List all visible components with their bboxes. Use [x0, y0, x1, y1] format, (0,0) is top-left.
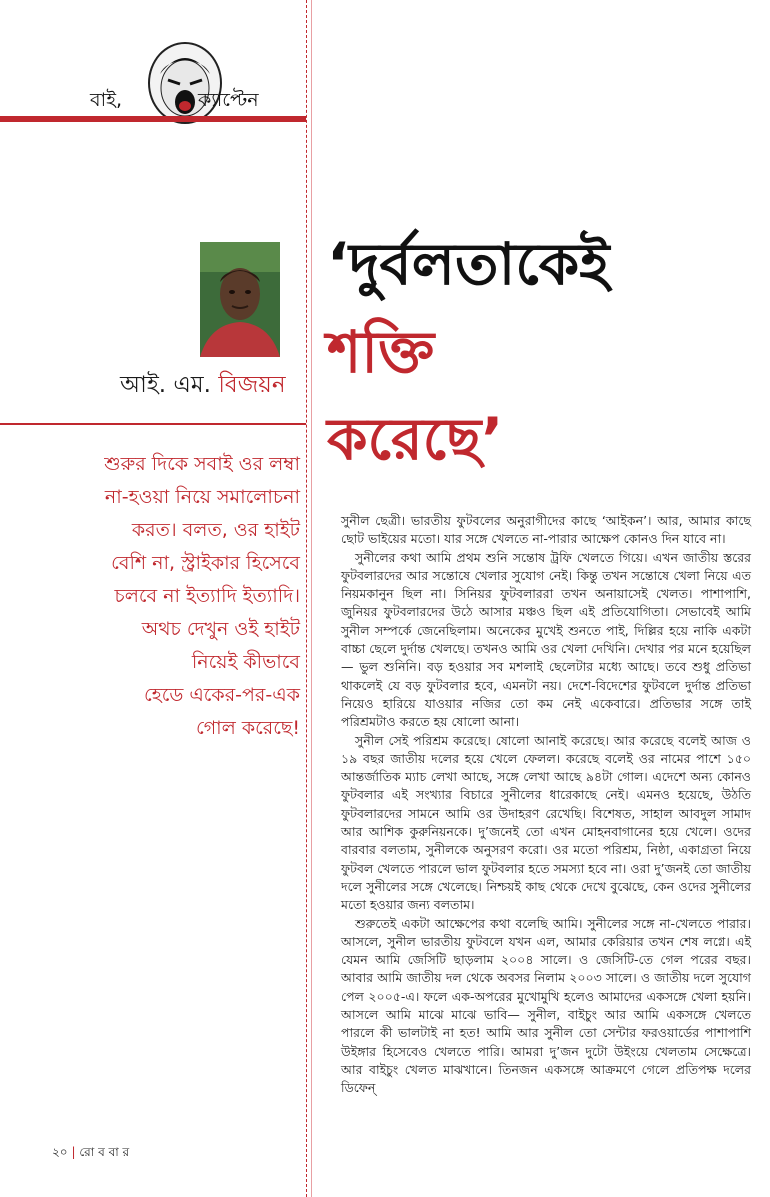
author-rule [0, 423, 306, 425]
headline-line-3: করেছে’ [327, 405, 504, 473]
author-last-name: বিজয়ন [218, 372, 286, 398]
page-number: ২০ [52, 1145, 68, 1159]
pull-quote-line: না-হওয়া নিয়ে সমালোচনা [104, 486, 300, 508]
pull-quote [0, 448, 300, 745]
page-folio [52, 1144, 129, 1164]
pull-quote-line: করত। বলত, ওর হাইট [131, 519, 300, 541]
section-name: রো ব বা র [79, 1145, 130, 1159]
paragraph: শুরুতেই একটা আক্ষেপের কথা বলেছি আমি। সুনীলের সঙ্গে না-খেলতে পারার। আসলে, সুনীল ভারতীয় ফুটবলে যখন এল, আমার কেরিয়ার তখন শেষ লগ্নে। এই যেমন আমি জেসিটি ছাড়লাম ২০০৪ সালে। ও জেসিটি-তে গেল পরের বছর। আবার আমি জাতীয় দল থেকে অবসর নিলাম ২০০৩ সালে। ও জাতীয় দলে সুযোগ পেল ২০০৫-এ। ফলে এক-অপরের মুখোমুখি হলেও আমাদের একসঙ্গে খেলা হয়নি। আসলে আমি মাঝে মাঝে ভাবি— সুনীল, বাইচুং আর আমি একসঙ্গে খেলতে পারলে কী ভালটাই না হত! আমি আর সুনীল তো সেন্টার ফরওয়ার্ডের পাশাপাশি উইঙ্গার হিসেবেও খেলতে পারি। আমরা দু’জন দুটো উইংয়ে খেলতাম সেক্ষেত্রে। আর বাইচুং খেলত মাঝখানে। তিনজন একসঙ্গে আক্রমণে গেলে প্রতিপক্ষ দলের ডিফেন্ [341, 915, 751, 1096]
header-label-left: বাই, [90, 89, 123, 111]
paragraph: সুনীলের কথা আমি প্রথম শুনি সন্তোষ ট্রফি খেলতে গিয়ে। এখন জাতীয় স্তরের ফুটবলারদের আর সন্তোষে খেলার সুযোগ নেই। কিন্তু তখন সন্তোষে খেলা নিয়ে এত নিয়মকানুন ছিল না। সিনিয়র ফুটবলাররা তখন অনায়াসেই খেলত। পাশাপাশি, জুনিয়র ফুটবলারদের উঠে আসার মঞ্চও ছিল এই প্রতিযোগিতা। সেভাবেই আমি সুনীল সম্পর্কে জেনেছিলাম। অনেকের মুখেই শুনতে পাই, দিল্লির হয়ে নাকি একটা বাচ্চা ছেলে দুর্দান্ত খেলছে। তখনও আমি ওর খেলা দেখিনি। দেখার পর মনে হয়েছিল— ভুল শুনিনি। বড় হওয়ার সব মশলাই ছেলেটার মধ্যে আছে। তবে শুধু প্রতিভা থাকলেই যে বড় ফুটবলার হবে, এমনটা নয়। দেশে-বিদেশের ফুটবলে দুর্দান্ত প্রতিভা নিয়েও হারিয়ে যাওয়ার নজির তো কম নেই একেবারে। প্রতিভার সঙ্গে তাই পরিশ্রমটাও করতে হয় ষোলো আনা। [341, 549, 751, 730]
column-divider-secondary [311, 0, 313, 1197]
paragraph: সুনীল সেই পরিশ্রম করেছে। ষোলো আনাই করেছে। আর করেছে বলেই আজ ও ১৯ বছর জাতীয় দলের হয়ে খেলে ফেলল। করেছে বলেই ওর নামের পাশে ১৫০ আন্তর্জাতিক ম্যাচ লেখা আছে, সঙ্গে লেখা আছে ৯৪টা গোল। এদেশে অন্য কোনও ফুটবলার এই সংখ্যার বিচারে সুনীলের ধারেকাছে নেই। এমনও হয়েছে, উঠতি ফুটবলারদের সামনে আমি ওর উদাহরণ রেখেছি। বিশেষত, সাহাল আবদুল সামাদ আর আশিক কুরুনিয়নকে। দু’জনেই তো এখন মোহনবাগানের হয়ে খেলে। ওদের বারবার বলতাম, সুনীলকে অনুসরণ করো। ওর মতো পরিশ্রম, নিষ্ঠা, একাগ্রতা নিয়ে ফুটবল খেলতে পারলে ভাল ফুটবলার হতে সমস্যা হবে না। ওরা দু’জনই তো জাতীয় দলে সুনীলের সঙ্গে খেলেছে। নিশ্চয়ই কাছ থেকে দেখে বুঝেছে, কেন ওদের সুনীলের মতো হওয়ার জন্য বলতাম। [341, 732, 751, 913]
header-rule [0, 116, 306, 122]
article-body [341, 512, 751, 1098]
header-label-right: ক্যাপ্টেন [198, 89, 259, 111]
headline-line-1: ‘দুর্বলতাকেই [327, 230, 610, 298]
pull-quote-line: শুরুর দিকে সবাই ওর লম্বা [104, 453, 300, 475]
folio-separator: | [71, 1145, 76, 1159]
author-first-name: আই. এম. [120, 372, 211, 398]
pull-quote-line: অথচ দেখুন ওই হাইট [141, 618, 300, 640]
pull-quote-line: নিয়েই কীভাবে [191, 651, 300, 673]
column-divider [306, 0, 308, 1197]
author-photo [200, 242, 280, 357]
pull-quote-line: চলবে না ইত্যাদি ইত্যাদি। [114, 585, 300, 607]
pull-quote-line: হেডে একের-পর-এক [144, 684, 300, 706]
paragraph: সুনীল ছেত্রী। ভারতীয় ফুটবলের অনুরাগীদের কাছে ‘আইকন’। আর, আমার কাছে ছোট ভাইয়ের মতো। যার সঙ্গে খেলতে না-পারার আক্ষেপ কোনও দিন যাবে না। [341, 513, 751, 547]
pull-quote-line: বেশি না, স্ট্রাইকার হিসেবে [111, 552, 300, 574]
author-byline [120, 366, 286, 405]
headline-line-2: শক্তি [327, 318, 435, 386]
portrait-image [200, 242, 280, 357]
pull-quote-line: গোল করেছে! [195, 717, 300, 739]
